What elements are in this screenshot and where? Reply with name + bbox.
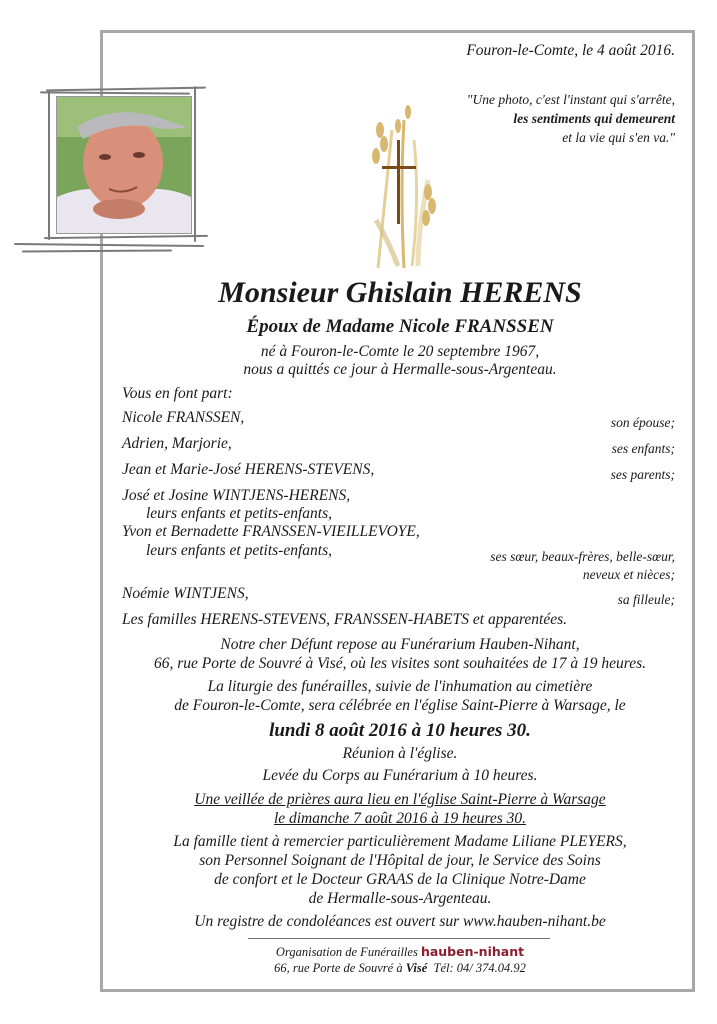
family-line: Noémie WINTJENS, xyxy=(122,585,249,602)
relation-label: sa filleule; xyxy=(617,592,675,607)
vigil-line-2: le dimanche 7 août 2016 à 19 heures 30. xyxy=(273,810,527,827)
family-line: José et Josine WINTJENS-HERENS, xyxy=(122,487,351,504)
levee-line: Levée du Corps au Funérarium à 10 heures. xyxy=(262,767,538,784)
footer-phone: Tél: 04/ 374.04.92 xyxy=(433,961,526,975)
relation-label: ses enfants; xyxy=(611,441,675,456)
quote-line-3: et la vie qui s'en va." xyxy=(562,130,675,145)
liturgy-line-2: de Fouron-le-Comte, sera célébrée en l'église Saint-Pierre à Warsage, le xyxy=(174,697,626,714)
deceased-name: Monsieur Ghislain HERENS xyxy=(218,276,582,309)
footer-org-prefix: Organisation de Funérailles xyxy=(275,945,418,959)
repose-line-2: 66, rue Porte de Souvré à Visé, où les visites sont souhaitées de 17 à 19 heures. xyxy=(153,655,647,672)
vigil-line-1: Une veillée de prières aura lieu en l'église Saint-Pierre à Warsage xyxy=(194,791,606,808)
footer-address-prefix: 66, rue Porte de Souvré à xyxy=(274,961,403,975)
family-intro: Vous en font part: xyxy=(122,385,233,402)
meeting-line: Réunion à l'église. xyxy=(342,745,458,762)
thanks-line-4: de Hermalle-sous-Argenteau. xyxy=(308,890,492,907)
family-line: leurs enfants et petits-enfants, xyxy=(146,505,332,522)
family-line: Nicole FRANSSEN, xyxy=(122,409,245,426)
footer-address xyxy=(100,961,700,976)
relation-label: ses sœur, beaux-frères, belle-sœur, xyxy=(490,549,675,564)
family-line: Adrien, Marjorie, xyxy=(122,435,232,452)
portrait-photo-frame xyxy=(40,86,208,246)
wheat-cross-emblem xyxy=(358,100,442,272)
footer-divider xyxy=(248,938,550,939)
relation-label: son épouse; xyxy=(610,415,675,430)
born-line: né à Fouron-le-Comte le 20 septembre 1967, xyxy=(260,343,540,360)
funeral-date-time: lundi 8 août 2016 à 10 heures 30. xyxy=(269,720,531,741)
spouse-line: Époux de Madame Nicole FRANSSEN xyxy=(246,316,554,337)
family-line: Yvon et Bernadette FRANSSEN-VIEILLEVOYE, xyxy=(122,523,420,540)
brand-logo: hauben-nihant xyxy=(420,944,525,959)
footer-city: Visé xyxy=(405,961,428,975)
quote-line-1: "Une photo, c'est l'instant qui s'arrête, xyxy=(466,92,675,107)
liturgy-line-1: La liturgie des funérailles, suivie de l'inhumation au cimetière xyxy=(207,678,593,695)
family-line: Jean et Marie-José HERENS-STEVENS, xyxy=(122,461,375,478)
family-line: leurs enfants et petits-enfants, xyxy=(146,542,332,559)
repose-line-1: Notre cher Défunt repose au Funérarium Hauben-Nihant, xyxy=(220,636,580,653)
quote xyxy=(467,90,675,147)
place-date: Fouron-le-Comte, le 4 août 2016. xyxy=(466,42,675,59)
portrait-photo xyxy=(56,96,192,234)
relation-label: ses parents; xyxy=(610,467,675,482)
thanks-line-3: de confort et le Docteur GRAAS de la Clinique Notre-Dame xyxy=(214,871,586,888)
footer-organisation xyxy=(100,944,700,960)
relation-label: neveux et nièces; xyxy=(582,567,675,582)
quote-line-2: les sentiments qui demeurent xyxy=(513,111,675,126)
thanks-line-1: La famille tient à remercier particulièrement Madame Liliane PLEYERS, xyxy=(173,833,627,850)
family-line: Les familles HERENS-STEVENS, FRANSSEN-HABETS et apparentées. xyxy=(122,611,567,628)
registry-line: Un registre de condoléances est ouvert sur www.hauben-nihant.be xyxy=(194,913,606,930)
died-line: nous a quittés ce jour à Hermalle-sous-Argenteau. xyxy=(243,361,557,378)
thanks-line-2: son Personnel Soignant de l'Hôpital de jour, le Service des Soins xyxy=(199,852,601,869)
